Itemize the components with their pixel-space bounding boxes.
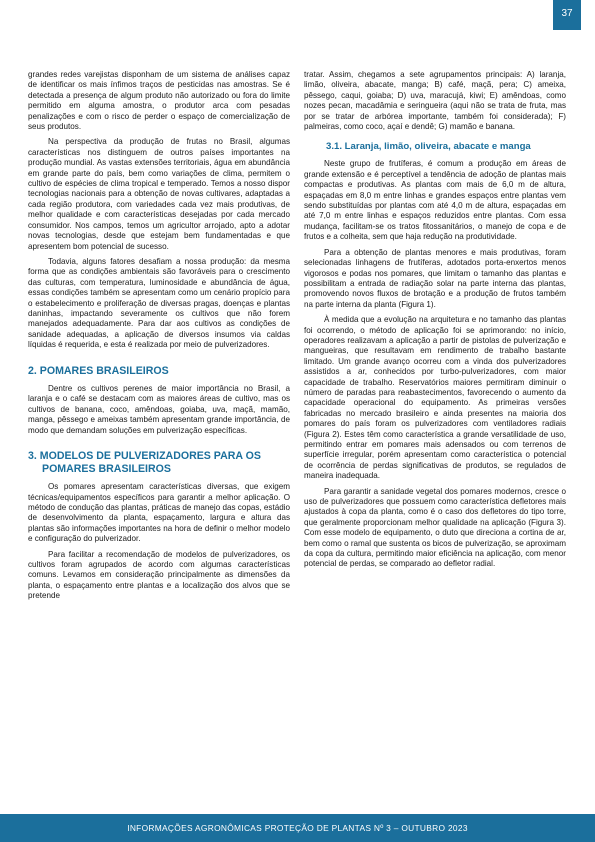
- paragraph: Para a obtenção de plantas menores e mais produtivas, foram selecionadas linhagens de frutíferas, adotados porta-enxertos menos vigorosos e podas nos pomares, que limitam o tamanho das plantas e possibilitam a entrada de radiação solar na parte interna das plantas, promovendo novos fluxos de brotação e a produção de frutos também na parte interna da planta (Figura 1).: [304, 247, 566, 309]
- paragraph: Para garantir a sanidade vegetal dos pomares modernos, cresce o uso de pulverizadores que possuem como característica defletores mais ajustados à copa da planta, como é o caso dos defletores do tipo torre, que geralmente proporcionam melhor qualidade na aplicação (Figura 3). Com esse modelo de equipamento, o duto que direciona a cortina de ar, bem como o ramal que sustenta os bicos de pulverização, se aproximam da copa da cultura, permitindo maior eficiência na aplicação, com menor potencial de perdas, se comparado ao defletor radial.: [304, 486, 566, 569]
- paragraph: Todavia, alguns fatores desafiam a nossa produção: da mesma forma que as condições ambientais são favoráveis para o crescimento das culturas, com temperatura, luminosidade e abundância de água, essas condições também se apresentam como um cenário propício para o estabelecimento e proliferação de diversas pragas, doenças e plantas daninhas, impactando severamente os cultivos que não forem manejados adequadamente. Para dar aos cultivos as condições de sanidade adequadas, a aplicação de diversos insumos via caldas líquidas é requerida, e esta é realizada por meio de pulverizadores.: [28, 256, 290, 350]
- paragraph: grandes redes varejistas disponham de um sistema de análises capaz de identificar os mais ínfimos traços de pesticidas nas amostras. Se é detectada a presença de algum produto não autorizado ou fora do limite permitido em alguma amostra, o produtor arca com pesadas penalizações e com o risco de perder o espaço de comercialização de seus produtos.: [28, 70, 290, 132]
- section-heading-line: 3. MODELOS DE PULVERIZADORES PARA OS: [28, 450, 261, 463]
- paragraph: Na perspectiva da produção de frutas no Brasil, algumas características nos distinguem de outros países importantes na produção mundial. As vastas extensões territoriais, água em abundância em grande parte do país, bem como variações de clima, permitem o cultivo de espécies de clima tropical e temperado. Temos a nosso dispor tecnologias nacionais para a obtenção de novas cultivares, adaptadas a cada região produtora, com variedades cada vez mais produtivas, de melhor qualidade e com características desejadas por cada mercado consumidor. Nos campos, temos um agricultor arrojado, apto a adotar novas tecnologias, desde que estejam bem fundamentadas e que apresentem bom potencial de sucesso.: [28, 137, 290, 251]
- paragraph: Para facilitar a recomendação de modelos de pulverizadores, os cultivos foram agrupados de acordo com algumas características comuns. Levamos em consideração principalmente as dimensões da planta, o espaçamento entre plantas e a localização dos alvos que se pretende: [28, 549, 290, 601]
- paragraph: À medida que a evolução na arquitetura e no tamanho das plantas foi ocorrendo, o método de aplicação foi se aprimorando: no início, operadores realizavam a aplicação a partir de pistolas de pulverização e mangueiras, que resultavam em rendimento de trabalho bastante limitado. Um grande avanço ocorreu com a vinda dos pulverizadores assistidos a ar, conhecidos por turbo-pulverizadores, com maior capacidade de trabalho. Reservatórios maiores permitiram diminuir o número de paradas para reabastecimentos, favorecendo o aumento da capacidade operacional do equipamento. As primeiras versões fabricadas no mercado brasileiro e ainda presentes na maioria dos pomares do país foram os pulverizadores com ventiladores radiais (Figura 2). Estes têm como característica a grande versatilidade de uso, permitindo entrar em pomares mais adensados ou com terrenos de superfície irregular, porém apresentam como característica o potencial de ocorrência de perdas significativas de produtos, se regulados de maneira inadequada.: [304, 315, 566, 481]
- paragraph: Neste grupo de frutíferas, é comum a produção em áreas de grande extensão e é perceptível a tendência de adoção de plantas mais compactas e produtivas. As plantas com mais de 6,0 m de altura, espaçadas em 8,0 m entre linhas e grandes espaços entre plantas vem sendo substituídas por plantas com até 4,0 m de altura, espaçadas em até 7,0 m entre linhas e espaços reduzidos entre plantas. Com essa mudança, facilitam-se os tratos fitossanitários, o manejo de copa e de frutos e a colheita, sem que haja redução na produtividade.: [304, 159, 566, 242]
- section-heading-line: POMARES BRASILEIROS: [42, 462, 171, 475]
- paragraph: Dentre os cultivos perenes de maior importância no Brasil, a laranja e o café se destacam com as maiores áreas de cultivo, mas os cultivos de banana, coco, amêndoas, goiaba, uva, maçã, mamão, manga, pêssego e ameixas também apresentam grande importância, de modo que demandam soluções em pulverização específicas.: [28, 384, 290, 435]
- section-heading-pomares: 2. POMARES BRASILEIROS: [28, 364, 169, 377]
- paragraph: tratar. Assim, chegamos a sete agrupamentos principais: A) laranja, limão, oliveira, abacate, manga; B) café, maçã, pera; C) ameixa, pêssego, caqui, goiaba; D) uva, maracujá, kiwi; E) amêndoas, como nozes pecan, macadâmia e seringueira (aqui não se trata de fruta, mas por se tratar de arbórea importante, também foi considerada); F) palmeiras, como coco, açaí e dendê; G) mamão e banana.: [304, 70, 566, 132]
- page-number: 37: [553, 0, 581, 30]
- footer-banner: INFORMAÇÕES AGRONÔMICAS PROTEÇÃO DE PLANTAS Nº 3 – OUTUBRO 2023: [0, 814, 595, 842]
- paragraph: Os pomares apresentam características diversas, que exigem técnicas/equipamentos específicos para garantir a melhor aplicação. O método de condução das plantas, práticas de manejo das copas, estádio de desenvolvimento da planta, espaçamento, largura e altura das plantas são informações importantes na hora de definir o melhor modelo e configuração do pulverizador.: [28, 482, 290, 544]
- section-heading-modelos: [28, 450, 290, 475]
- subsection-heading: 3.1. Laranja, limão, oliveira, abacate e manga: [326, 141, 531, 153]
- left-column: [28, 70, 290, 602]
- right-column: [304, 70, 566, 570]
